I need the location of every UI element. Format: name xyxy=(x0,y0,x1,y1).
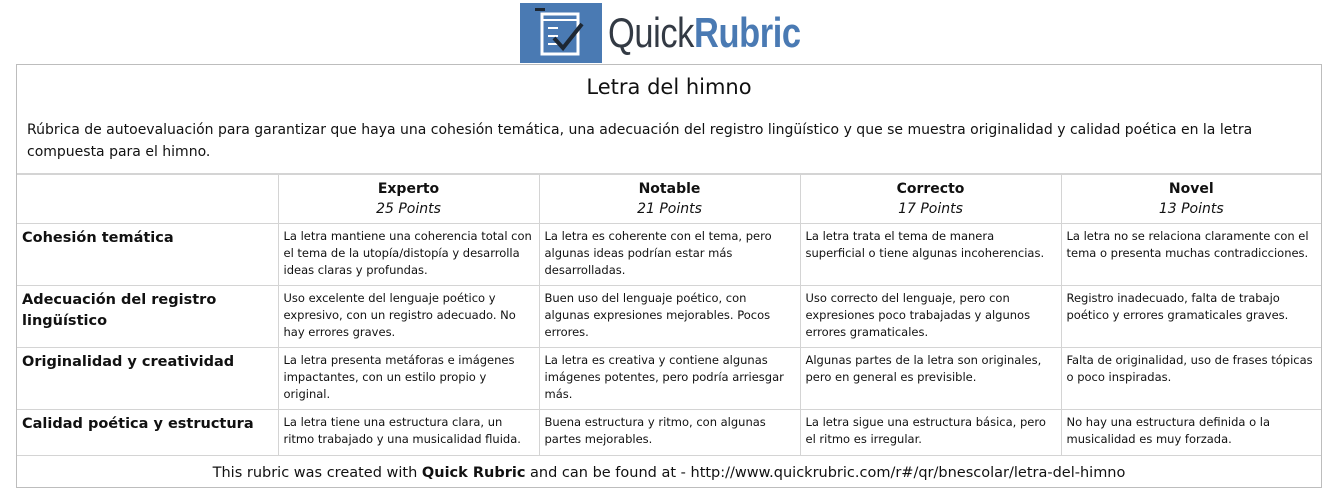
levels-header-row xyxy=(17,174,1321,224)
criterion-cell: Uso excelente del lenguaje poético y expresivo, con un registro adecuado. No hay errores graves. xyxy=(278,286,539,348)
criterion-row xyxy=(17,410,1321,456)
level-points: 17 Points xyxy=(898,201,963,217)
criterion-row xyxy=(17,348,1321,410)
checklist-check-icon xyxy=(520,3,602,63)
criterion-cell: Buena estructura y ritmo, con algunas partes mejorables. xyxy=(539,410,800,456)
criterion-name: Adecuación del registro lingüístico xyxy=(17,286,278,348)
rubric-title: Letra del himno xyxy=(586,75,752,99)
criterion-cell: La letra sigue una estructura básica, pero el ritmo es irregular. xyxy=(800,410,1061,456)
rubric-footer xyxy=(17,465,1321,481)
level-name: Novel xyxy=(1168,181,1214,197)
criterion-cell: La letra mantiene una coherencia total con el tema de la utopía/distopía y desarrolla ideas claras y profundas. xyxy=(278,224,539,286)
footer-brand: Quick Rubric xyxy=(421,465,526,481)
criterion-row xyxy=(17,224,1321,286)
logo-word-rubric: Rubric xyxy=(693,9,801,56)
footer-link-text: and can be found at - http://www.quickrubric.com/r#/qr/bnescolar/letra-del-himno xyxy=(525,465,1126,481)
quick-rubric-logo xyxy=(520,3,843,63)
level-header xyxy=(800,174,1061,224)
criterion-cell: Buen uso del lenguaje poético, con algunas expresiones mejorables. Pocos errores. xyxy=(539,286,800,348)
level-header xyxy=(539,174,800,224)
level-points: 21 Points xyxy=(637,201,702,217)
level-name: Correcto xyxy=(896,181,965,197)
logo-word-quick: Quick xyxy=(608,9,694,56)
level-points: 25 Points xyxy=(376,201,441,217)
criterion-cell: No hay una estructura definida o la musicalidad es muy forzada. xyxy=(1061,410,1321,456)
level-header xyxy=(278,174,539,224)
level-name: Experto xyxy=(377,181,440,197)
criterion-cell: Falta de originalidad, uso de frases tópicas o poco inspiradas. xyxy=(1061,348,1321,410)
criterion-name: Cohesión temática xyxy=(17,224,278,286)
criterion-name: Originalidad y creatividad xyxy=(17,348,278,410)
criterion-cell: La letra es coherente con el tema, pero algunas ideas podrían estar más desarrolladas. xyxy=(539,224,800,286)
criterion-cell: La letra trata el tema de manera superficial o tiene algunas incoherencias. xyxy=(800,224,1061,286)
criterion-cell: La letra es creativa y contiene algunas imágenes potentes, pero podría arriesgar más. xyxy=(539,348,800,410)
criterion-row xyxy=(17,286,1321,348)
rubric-description: Rúbrica de autoevaluación para garantizar que haya una cohesión temática, una adecuación del registro lingüístico y que se muestra originalidad y calidad poética en la letra compuesta para el himno. xyxy=(27,122,1253,160)
logo-wordmark xyxy=(608,9,801,57)
criterion-cell: Uso correcto del lenguaje, pero con expresiones poco trabajadas y algunos errores gramaticales. xyxy=(800,286,1061,348)
level-points: 13 Points xyxy=(1158,201,1224,217)
criterion-cell: Algunas partes de la letra son originales, pero en general es previsible. xyxy=(800,348,1061,410)
level-name: Notable xyxy=(638,181,701,197)
rubric-container xyxy=(16,64,1322,488)
criterion-cell: Registro inadecuado, falta de trabajo poético y errores gramaticales graves. xyxy=(1061,286,1321,348)
criterion-name: Calidad poética y estructura xyxy=(17,410,278,456)
rubric-table xyxy=(17,173,1321,456)
criterion-cell: La letra tiene una estructura clara, un ritmo trabajado y una musicalidad fluida. xyxy=(278,410,539,456)
criterion-cell: La letra presenta metáforas e imágenes impactantes, con un estilo propio y original. xyxy=(278,348,539,410)
level-header xyxy=(1061,174,1321,224)
criterion-cell: La letra no se relaciona claramente con el tema o presenta muchas contradicciones. xyxy=(1061,224,1321,286)
footer-text-before: This rubric was created with xyxy=(212,465,422,481)
header-empty-cell xyxy=(17,174,278,224)
